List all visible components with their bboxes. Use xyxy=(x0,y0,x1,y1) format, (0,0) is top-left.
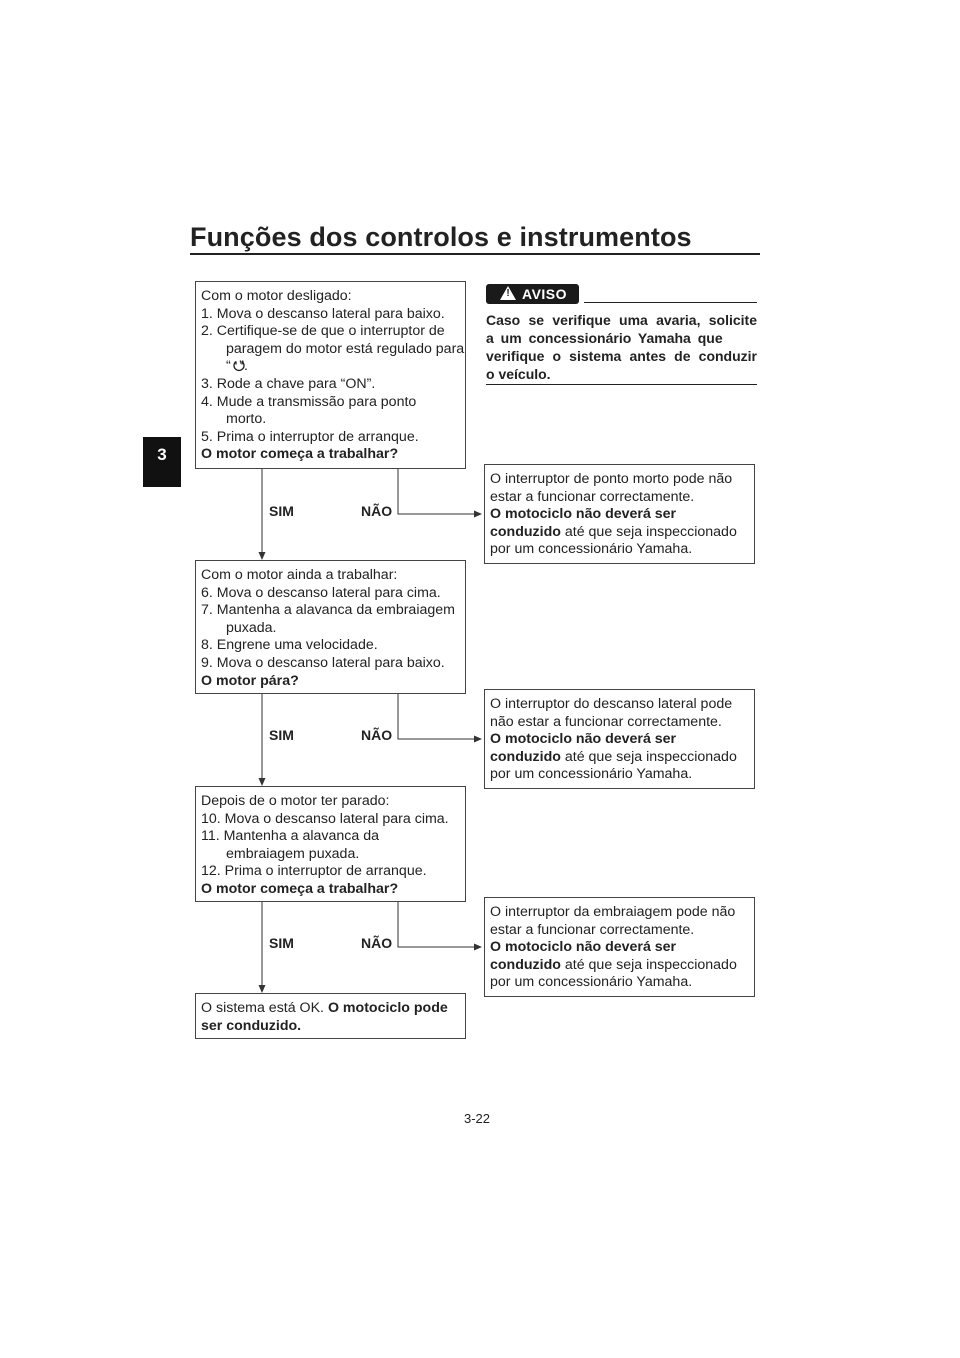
fail-box-2: O interruptor do descanso lateral pode não estar a funcionar correctamente. O motociclo não deverá ser conduzido até que seja inspeccionado por um concessionário Yamaha. xyxy=(484,689,755,789)
warning-bottom-rule xyxy=(486,384,757,385)
chapter-tab: 3 xyxy=(143,437,181,487)
box1-line: 2. Certifique-se de que o interruptor de xyxy=(201,323,445,340)
no-label: NÃO xyxy=(361,503,393,519)
yes-label: SIM xyxy=(269,503,294,519)
box3-question: O motor começa a trabalhar? xyxy=(201,880,399,897)
fail-box-1: O interruptor de ponto morto pode não estar a funcionar correctamente. O motociclo não deverá ser conduzido até que seja inspeccionado por um concessionário Yamaha. xyxy=(484,464,755,564)
warning-rule xyxy=(584,302,757,303)
warning-text: Caso se verifique uma avaria, solicite a um concessionário Yamaha que verifique o sistema antes de conduzir o veículo. xyxy=(486,312,757,382)
box1-line: 4. Mude a transmissão para ponto xyxy=(201,393,417,410)
page-number: 3-22 xyxy=(464,1111,491,1126)
step-box-3: Depois de o motor ter parado: 10. Mova o descanso lateral para cima. 11. Mantenha a alavanca da embraiagem puxada. 12. Prima o interruptor de arranque. O motor começa a trabalhar? xyxy=(195,786,466,902)
final-box: O sistema está OK. O motociclo pode ser conduzido. xyxy=(195,993,466,1039)
fail-box-3: O interruptor da embraiagem pode não estar a funcionar correctamente. O motociclo não deverá ser conduzido até que seja inspeccionado por um concessionário Yamaha. xyxy=(484,897,755,997)
box1-line: 5. Prima o interruptor de arranque. xyxy=(201,428,419,445)
box1-line: 1. Mova o descanso lateral para baixo. xyxy=(201,305,445,322)
engine-stop-symbol-line: “ ”. xyxy=(226,358,248,375)
box2-question: O motor pára? xyxy=(201,672,299,689)
step-box-1 xyxy=(195,281,466,469)
box1-line: Com o motor desligado: xyxy=(201,288,352,304)
no-label: NÃO xyxy=(361,935,393,951)
step-box-2: Com o motor ainda a trabalhar: 6. Mova o descanso lateral para cima. 7. Mantenha a alavanca da embraiagem puxada. 8. Engrene uma velocidade. 9. Mova o descanso lateral para baixo. O motor pára? xyxy=(195,560,466,694)
no-connector-2 xyxy=(398,694,481,739)
warning-badge: ! AVISO xyxy=(486,284,579,304)
box1-line: 3. Rode a chave para “ON”. xyxy=(201,375,376,392)
box1-line: morto. xyxy=(226,411,267,428)
no-connector-1 xyxy=(398,469,481,514)
no-connector-3 xyxy=(398,902,481,947)
yes-label: SIM xyxy=(269,727,294,743)
box1-question: O motor começa a trabalhar? xyxy=(201,446,399,463)
engine-run-icon xyxy=(233,360,245,373)
page-title: Funções dos controlos e instrumentos xyxy=(190,222,692,252)
no-label: NÃO xyxy=(361,727,393,743)
yes-label: SIM xyxy=(269,935,294,951)
box1-line: paragem do motor está regulado para xyxy=(226,340,465,357)
